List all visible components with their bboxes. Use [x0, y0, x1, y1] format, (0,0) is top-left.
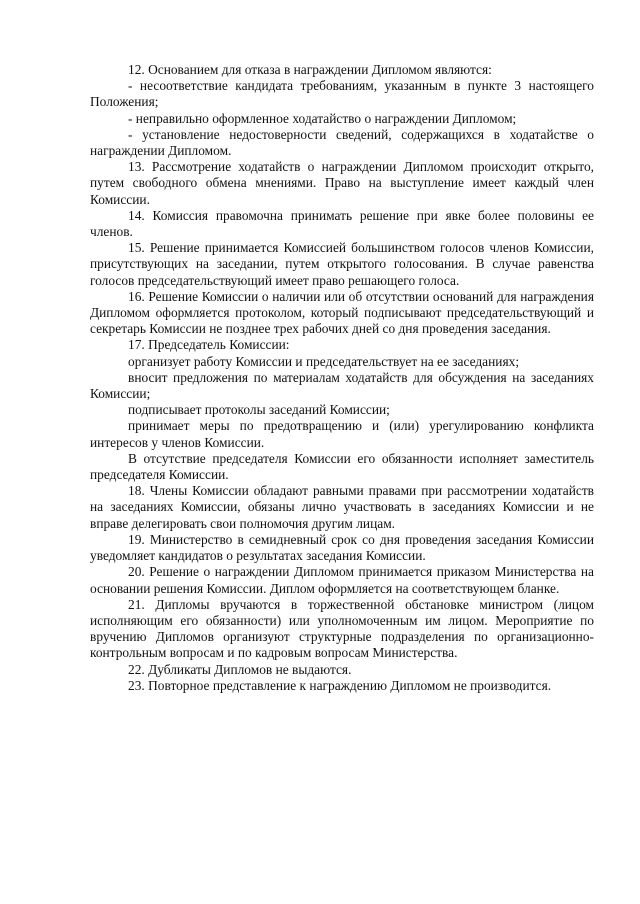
paragraph-18: 18. Члены Комиссии обладают равными правами при рассмотрении ходатайств на заседаниях Комиссии, обязаны лично участвовать в заседаниях Комиссии и не вправе делегировать свои полномочия другим лицам.: [90, 483, 594, 531]
paragraph-12-item-3: - установление недостоверности сведений, содержащихся в ходатайстве о награждении Дипломом.: [90, 126, 594, 159]
document-page: [90, 62, 594, 694]
paragraph-17-item-4: принимает меры по предотвращению и (или) урегулированию конфликта интересов у членов Комиссии.: [90, 418, 594, 450]
paragraph-17: 17. Председатель Комиссии:: [128, 337, 290, 353]
paragraph-13: 13. Рассмотрение ходатайств о награждении Дипломом происходит открыто, путем свободного обмена мнениями. Право на выступление имеет каждый член Комиссии.: [90, 159, 594, 207]
paragraph-19: 19. Министерство в семидневный срок со дня проведения заседания Комиссии уведомляет кандидатов о результатах заседания Комиссии.: [90, 531, 594, 564]
paragraph-17-item-1: организует работу Комиссии и председательствует на ее заседаниях;: [128, 353, 520, 369]
paragraph-17-item-3: подписывает протоколы заседаний Комиссии;: [128, 402, 390, 418]
paragraph-23: 23. Повторное представление к награждению Дипломом не производится.: [128, 677, 552, 693]
paragraph-21: 21. Дипломы вручаются в торжественной обстановке министром (лицом исполняющим его обязанности) или уполномоченным им лицом. Мероприятие по вручению Дипломов организуют структурные подразделения по организационно-контрольным вопросам и по кадровым вопросам Министерства.: [90, 596, 594, 661]
paragraph-15: 15. Решение принимается Комиссией большинством голосов членов Комиссии, присутствующих на заседании, путем открытого голосования. В случае равенства голосов председательствующий имеет право решающего голоса.: [90, 240, 594, 288]
paragraph-14: 14. Комиссия правомочна принимать решение при явке более половины ее членов.: [90, 207, 594, 240]
paragraph-16: 16. Решение Комиссии о наличии или об отсутствии оснований для награждения Дипломом оформляется протоколом, который подписывают председательствующий и секретарь Комиссии не позднее трех рабочих дней со дня проведения заседания.: [90, 288, 594, 337]
paragraph-20: 20. Решение о награждении Дипломом принимается приказом Министерства на основании решения Комиссии. Диплом оформляется на соответствующем бланке.: [90, 564, 594, 596]
paragraph-22: 22. Дубликаты Дипломов не выдаются.: [128, 661, 352, 677]
paragraph-12-item-2: - неправильно оформленное ходатайство о награждении Дипломом;: [128, 110, 517, 126]
paragraph-12: 12. Основанием для отказа в награждении Дипломом являются:: [128, 62, 492, 77]
paragraph-17-deputy: В отсутствие председателя Комиссии его обязанности исполняет заместитель председателя Комиссии.: [90, 450, 594, 483]
paragraph-12-item-1: - несоответствие кандидата требованиям, указанным в пункте 3 настоящего Положения;: [90, 78, 594, 110]
paragraph-17-item-2: вносит предложения по материалам ходатайств для обсуждения на заседаниях Комиссии;: [90, 369, 594, 402]
